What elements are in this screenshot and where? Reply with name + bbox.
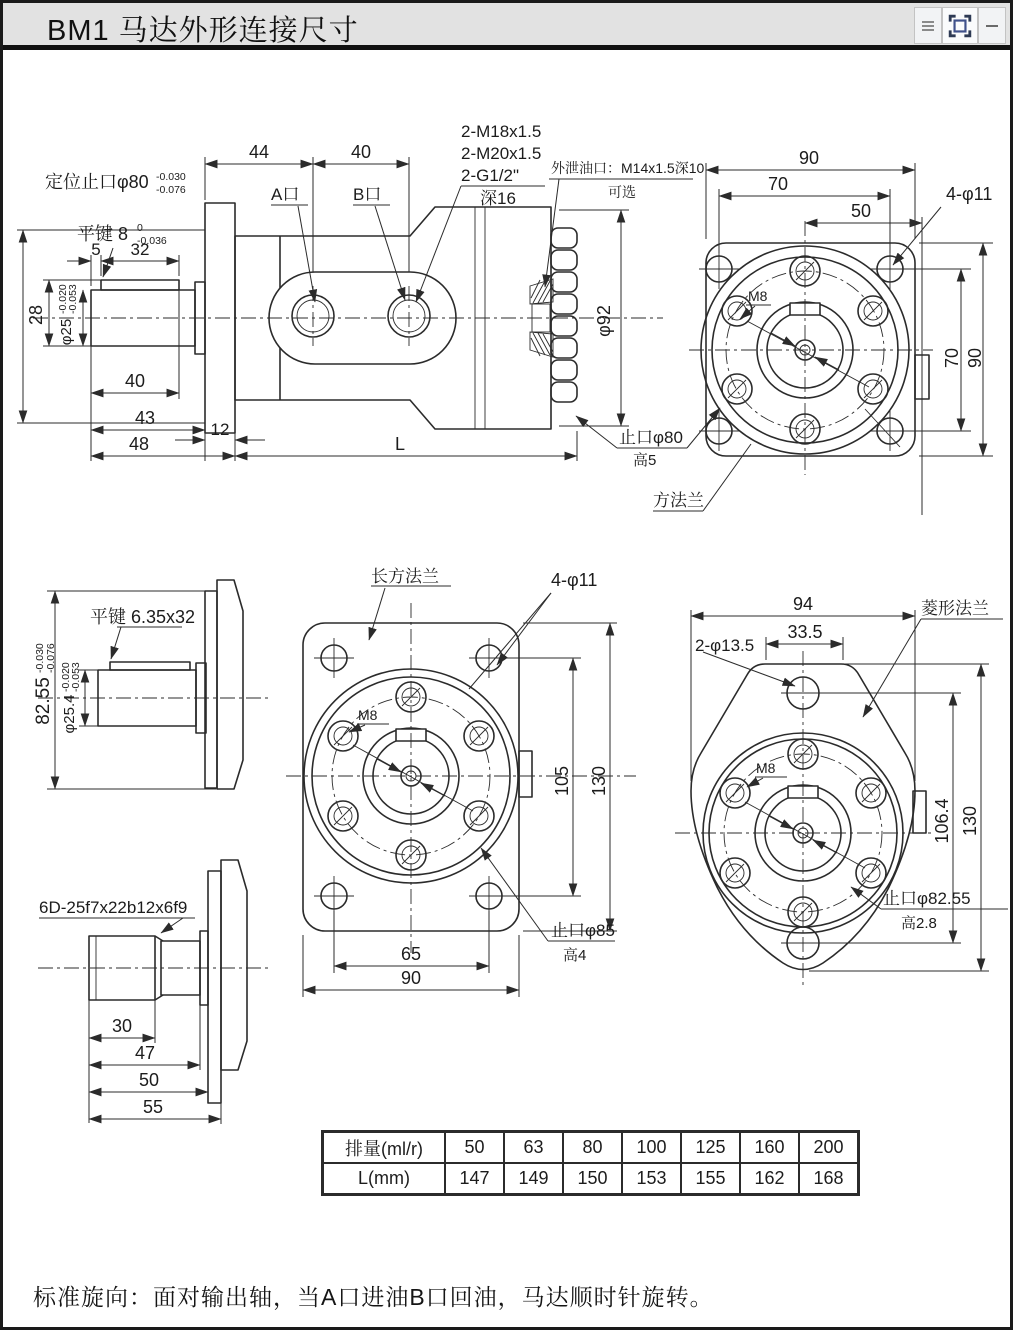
flange-plate [208,871,221,1103]
side-view [17,122,704,469]
rect-spigot-label: 止口φ85 [551,921,615,940]
spigot2-height: 高5 [633,452,657,469]
spigot2-label: 止口φ80 [619,428,683,447]
key-tol-lower: -0.036 [137,235,167,247]
ports-spec-3: 2-G1/2" [461,166,520,185]
spl-dim-50: 50 [138,1070,160,1090]
menu-icon [921,19,935,33]
rect-flange-name: 长方法兰 [371,567,439,586]
sq-dim-50: 50 [850,201,872,221]
sq-m8-label: M8 [748,288,768,304]
drain-label: 外泄油口：M14x1.5深10 [551,160,705,176]
minimize-button[interactable] [978,7,1006,44]
spline-label: 6D-25f7x22b12x6f9 [39,898,188,917]
square-flange-view [621,148,993,515]
page-title: BM1 马达外形连接尺寸 [47,15,359,47]
svg-text:-0.020: -0.020 [60,662,72,692]
square-flange-name: 方法兰 [653,491,704,510]
shaft-dia-label [57,284,79,345]
key-635 [110,662,190,670]
sq-dim-70-top: 70 [767,174,789,194]
spl-dim-47: 47 [134,1043,156,1063]
key635-label: 平键 6.35x32 [90,607,196,627]
diamond-flange-name: 菱形法兰 [921,599,989,618]
diamond-flange-view [675,594,1008,988]
dim-40-top: 40 [350,142,372,162]
flange-fragment [221,860,247,1070]
svg-text:-0.053: -0.053 [70,662,82,692]
svg-text:82.55: 82.55 [33,677,54,725]
key-label: 平键 8 [77,224,129,244]
svg-text:-0.076: -0.076 [45,643,57,673]
dim-44: 44 [248,142,270,162]
rect-dim-130: 130 [589,765,609,797]
dia-dim-33-5: 33.5 [787,622,823,642]
dia-92: φ92 [594,305,614,337]
end-cover-nuts [551,228,577,402]
dim-28: 28 [26,304,46,326]
spline-shaft-view [38,860,268,1124]
sq-dim-90-right: 90 [965,347,985,369]
dim-8255-label [33,643,57,725]
title-bar [3,3,1010,50]
dim-5: 5 [91,240,101,259]
flange-fragment [217,580,243,789]
svg-text:-0.053: -0.053 [67,284,79,314]
sq-dim-90-top: 90 [798,148,820,168]
menu-button[interactable] [914,7,942,44]
rotation-note: 标准旋向：面对输出轴，当A口进油B口回油，马达顺时针旋转。 [33,1284,714,1310]
spl-dim-55: 55 [142,1097,164,1117]
drain-optional: 可选 [608,184,636,200]
spigot-label: 定位止口φ80 [45,172,149,192]
key-tol-upper: 0 [137,222,143,234]
dia-spigot-label: 止口φ82.55 [883,889,971,908]
svg-text:-0.030: -0.030 [34,643,46,673]
ports-spec-2: 2-M20x1.5 [461,144,542,163]
dia-holes-label: 2-φ13.5 [695,636,755,655]
rect-dim-65: 65 [400,944,422,964]
shaft-key [101,280,179,290]
diamond-flange-dimensions [691,610,1008,971]
dia-dim-130: 130 [960,805,980,837]
spigot-tol-lower: -0.076 [156,184,186,196]
rect-dim-90: 90 [400,968,422,988]
spl-dim-30: 30 [111,1016,133,1036]
dim-43: 43 [134,408,156,428]
table-row-displacement: 排量(ml/r) 50 63 80 100 125 160 200 [323,1132,859,1164]
rect-dim-105: 105 [552,765,572,797]
rect-holes-label: 4-φ11 [551,570,598,590]
rect-flange-view [286,567,636,997]
fit-page-button[interactable] [942,7,978,44]
ports-spec-4: 深16 [480,189,516,208]
port-b-label: B口 [353,185,382,204]
dim-48: 48 [128,434,150,454]
minus-icon [985,19,999,33]
dim-L: L [394,434,406,454]
dim-32: 32 [130,240,150,259]
fit-frame-icon [948,14,972,38]
svg-text:φ25.4: φ25.4 [61,694,78,734]
dim-40-bot: 40 [124,371,146,391]
rect-m8-label: M8 [358,707,378,723]
row-header-length: L(mm) [323,1163,446,1195]
svg-text:-0.020: -0.020 [57,284,69,314]
spigot-tol-upper: -0.030 [156,171,186,183]
displacement-table [321,1130,860,1196]
svg-text:φ25: φ25 [58,318,75,346]
key-shaft-view [33,580,268,789]
ports-spec-1: 2-M18x1.5 [461,122,542,141]
square-flange-dimensions [621,163,993,515]
sq-holes-label: 4-φ11 [946,184,993,204]
table-row-length: L(mm) 147 149 150 153 155 162 168 [323,1163,859,1195]
row-header-displacement: 排量(ml/r) [323,1132,446,1164]
viewer-toolbar [914,7,1006,44]
sq-dim-70-right: 70 [942,347,962,369]
dia-m8-label: M8 [756,760,776,776]
dia-dim-94: 94 [792,594,814,614]
side-tab [519,751,532,797]
port-a-label: A口 [271,185,300,204]
dia-spigot-height: 高2.8 [901,915,937,932]
rect-spigot-height: 高4 [563,947,587,964]
dim-12: 12 [210,420,230,439]
dia-dim-106-4: 106.4 [932,798,952,844]
